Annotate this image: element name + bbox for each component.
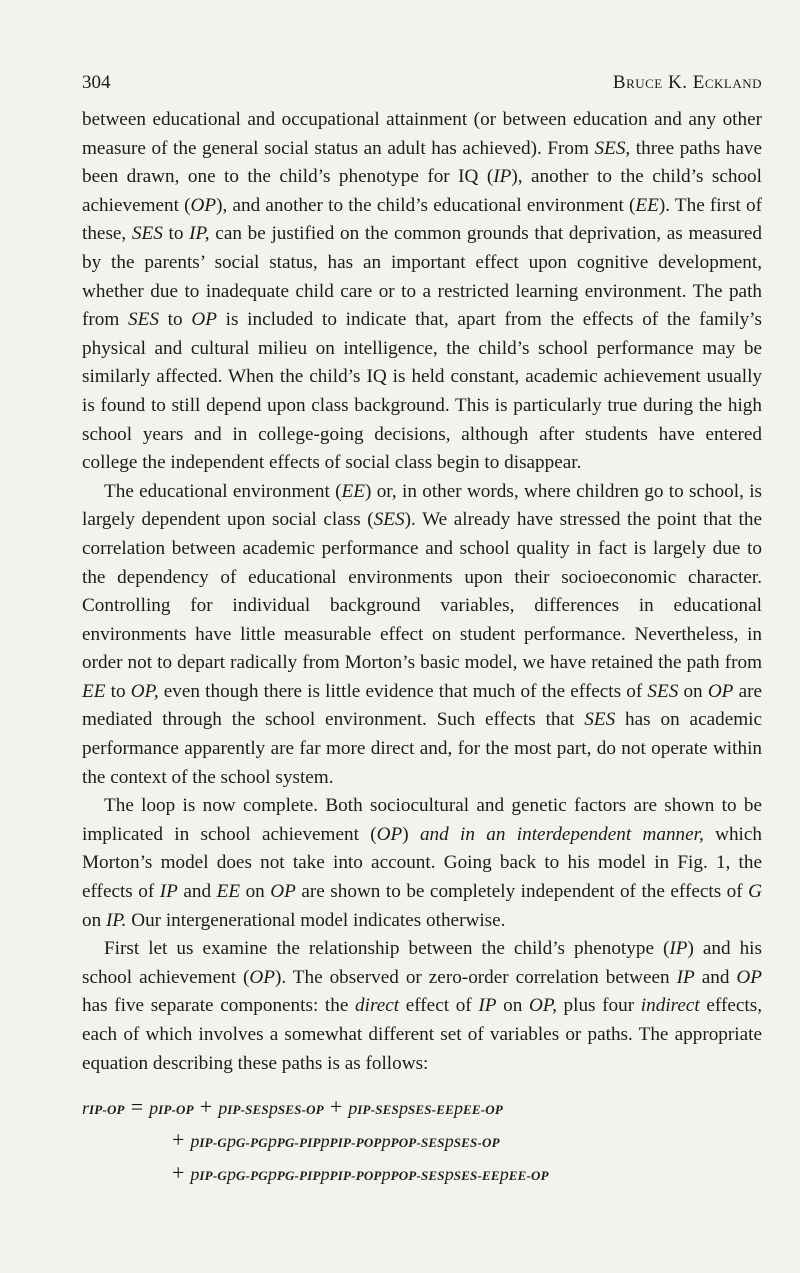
italic-term: OP, (528, 995, 557, 1017)
equation-operator: + (172, 1127, 185, 1153)
equation-line (82, 1125, 762, 1158)
page-number: 304 (82, 72, 111, 93)
italic-term: OP (736, 966, 762, 988)
italic-term: OP (191, 309, 217, 331)
italic-term: OP (249, 966, 275, 988)
italic-term: EE (82, 680, 106, 702)
path-coefficient: pIP-OP (149, 1098, 194, 1119)
italic-term: IP, (189, 223, 210, 245)
equation-operator: = (130, 1094, 144, 1120)
italic-term: IP (669, 938, 688, 960)
italic-term: G (748, 881, 763, 903)
path-coefficient: pSES-OP (268, 1098, 324, 1119)
path-coefficient: pIP-G (190, 1164, 227, 1185)
italic-term: IP (493, 166, 512, 188)
path-equation (82, 1092, 762, 1191)
paragraph: First let us examine the relationship between the child’s phenotype (IP) and his school achievement (OP). The observed or zero-order correlation between IP and OP has five separate components: the direct effect of IP on OP, plus four indirect effects, each of which involves a somewhat different set of variables or paths. The appropriate equation describing these paths is as follows: (82, 938, 762, 1074)
italic-term: IP (159, 881, 178, 903)
italic-term: EE (341, 480, 365, 502)
path-coefficient: pIP-SES (348, 1098, 399, 1119)
italic-term: IP (478, 995, 497, 1017)
path-coefficient: pPOP-SES (381, 1164, 445, 1185)
italic-term: SES (373, 509, 405, 531)
equation-line (82, 1158, 762, 1191)
equation-operator: + (199, 1094, 213, 1120)
path-coefficient: pPOP-SES (381, 1131, 445, 1152)
italic-term: direct (355, 995, 400, 1017)
italic-term: indirect (640, 995, 700, 1017)
italic-term: and in an interdependent manner, (419, 823, 704, 845)
italic-term: EE (635, 194, 659, 216)
italic-term: OP (707, 680, 734, 702)
running-head (82, 72, 762, 94)
italic-term: OP (270, 881, 296, 903)
italic-term: EE (216, 881, 241, 903)
path-coefficient: pIP-SES (218, 1098, 269, 1119)
italic-term: OP (376, 823, 403, 845)
italic-term: IP. (105, 909, 127, 931)
path-coefficient: pPG-PIP (267, 1131, 321, 1152)
path-coefficient: pG-PG (226, 1131, 268, 1152)
italic-term: SES (584, 709, 616, 731)
equation-operator: + (172, 1160, 185, 1186)
italic-term: OP (190, 194, 217, 216)
italic-term: SES (647, 680, 679, 702)
italic-term: OP, (130, 680, 159, 702)
path-coefficient: pPIP-POP (320, 1164, 382, 1185)
italic-term: SES (131, 223, 163, 245)
path-coefficient: pSES-EE (444, 1164, 500, 1185)
path-coefficient: pSES-EE (398, 1098, 454, 1119)
path-coefficient: pPG-PIP (267, 1164, 321, 1185)
equation-line (82, 1092, 762, 1125)
paragraph: The educational environment (EE) or, in other words, where children go to school, is largely dependent upon social class (SES). We already have stressed the point that the correlation between academic performance and school quality in fact is largely due to the dependency of educational environments upon their socioeconomic character. Controlling for individual background variables, differences in educational environments have little measurable effect on student performance. Nevertheless, in order not to depart radically from Morton’s basic model, we have retained the path from EE to OP, even though there is little evidence that much of the effects of SES on OP are mediated through the school environment. Such effects that SES has on academic performance apparently are far more direct and, for the most part, do not operate within the context of the school system. (82, 480, 763, 788)
italic-term: IP (676, 966, 695, 988)
path-coefficient: rIP-OP (82, 1098, 125, 1119)
path-coefficient: pPIP-POP (320, 1131, 382, 1152)
body-text (82, 106, 762, 1078)
path-coefficient: pIP-G (190, 1131, 227, 1152)
paragraph: The loop is now complete. Both sociocultural and genetic factors are shown to be implicated in school achievement (OP) and in an interdependent manner, which Morton’s model does not take into account. Going back to his model in Fig. 1, the effects of IP and EE on OP are shown to be completely independent of the effects of G on IP. Our intergenerational model indicates otherwise. (82, 795, 763, 931)
path-coefficient: pSES-OP (444, 1131, 500, 1152)
path-coefficient: pEE-OP (453, 1098, 503, 1119)
italic-term: SES, (594, 137, 631, 159)
path-coefficient: pEE-OP (499, 1164, 549, 1185)
running-head-author: Bruce K. Eckland (612, 72, 762, 93)
equation-operator: + (329, 1094, 343, 1120)
path-coefficient: pG-PG (226, 1164, 268, 1185)
page (82, 72, 762, 1191)
italic-term: SES (128, 309, 159, 331)
paragraph: between educational and occupational attainment (or between education and any other measure of the general social status an adult has achieved). From SES, three paths have been drawn, one to the child’s phenotype for IQ (IP), another to the child’s school achievement (OP), and another to the child’s educational environment (EE). The first of these, SES to IP, can be justified on the common grounds that deprivation, as measured by the parents’ social status, has an important effect upon cognitive development, whether due to inadequate child care or to a restricted learning environment. The path from SES to OP is included to indicate that, apart from the effects of the family’s physical and cultural milieu on intelligence, the child’s school performance may be similarly affected. When the child’s IQ is held constant, academic achievement usually is found to still depend upon class background. This is particularly true during the high school years and in college-going decisions, although after students have entered college the independent effects of social class begin to disappear. (82, 109, 762, 474)
